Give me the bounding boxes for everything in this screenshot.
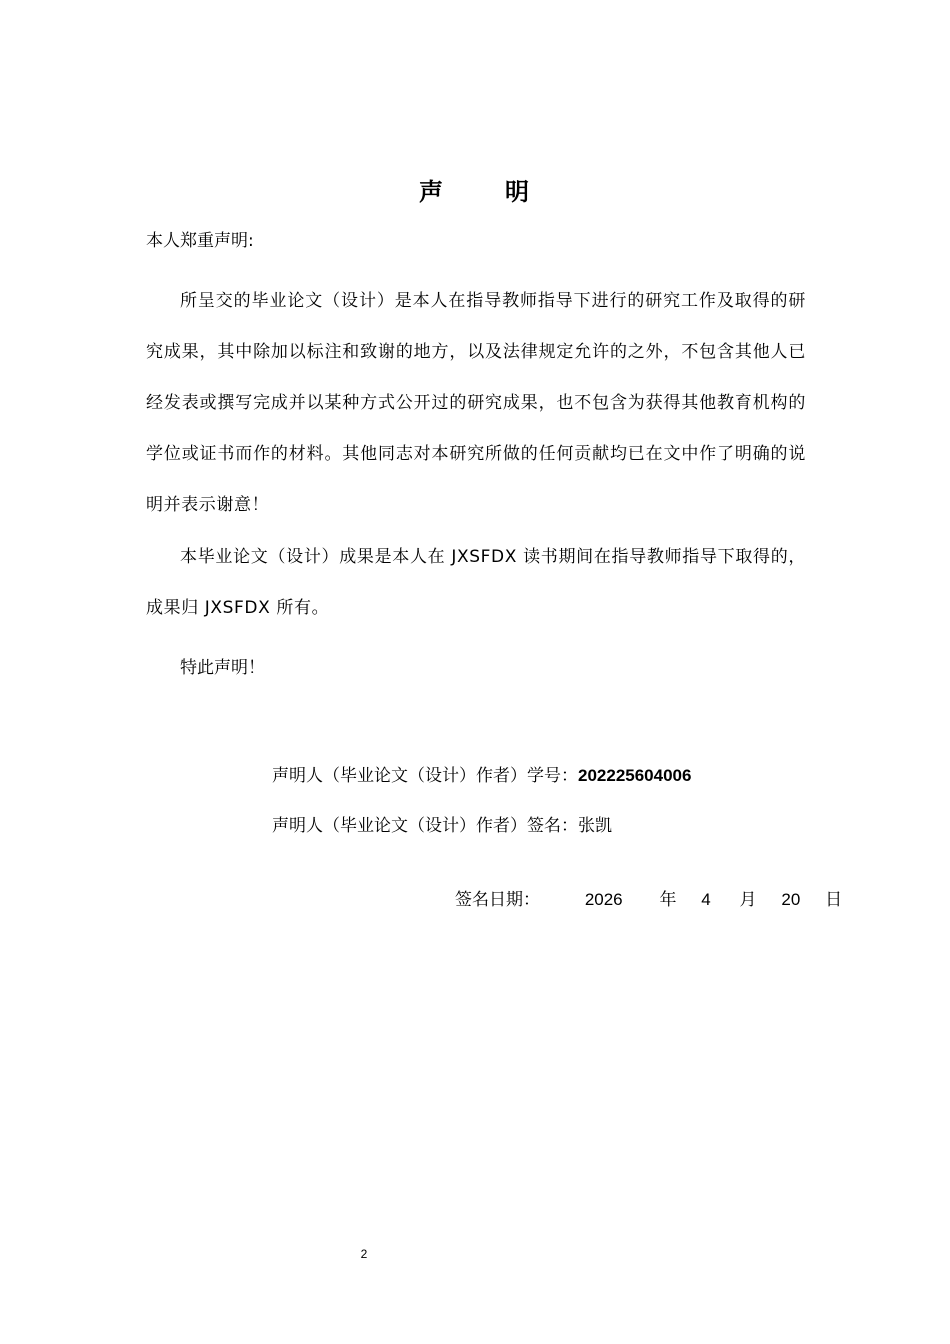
student-id-value: 202225604006 (578, 766, 692, 785)
date-month: 4 (701, 890, 711, 909)
signature-name: 张凯 (578, 816, 612, 836)
date-label: 签名日期： (455, 890, 540, 910)
signature-line (272, 814, 612, 838)
student-id-label: 声明人（毕业论文（设计）作者）学号： (272, 766, 578, 786)
closing-line: 特此声明！ (180, 658, 265, 678)
title-char-1: 声 (419, 178, 445, 206)
page-number: 2 (360, 1247, 368, 1261)
declaration-paragraph-2: 本毕业论文（设计）成果是本人在 JXSFDX 读书期间在指导教师指导下取得的，成果归 JXSFDX 所有。 (146, 547, 806, 618)
date-day: 20 (781, 890, 801, 909)
signature-label: 声明人（毕业论文（设计）作者）签名： (272, 816, 578, 836)
page-title (0, 176, 950, 208)
date-month-unit: 月 (739, 890, 757, 910)
date-day-unit: 日 (825, 890, 843, 910)
intro-line: 本人郑重声明: (146, 231, 254, 251)
date-year-unit: 年 (659, 890, 677, 910)
title-char-2: 明 (505, 178, 531, 206)
signature-date (455, 888, 842, 912)
student-id-line (272, 764, 691, 788)
declaration-paragraph-1: 所呈交的毕业论文（设计）是本人在指导教师指导下进行的研究工作及取得的研究成果，其中除加以标注和致谢的地方，以及法律规定允许的之外，不包含其他人已经发表或撰写完成并以某种方式公开过的研究成果，也不包含为获得其他教育机构的学位或证书而作的材料。其他同志对本研究所做的任何贡献均已在文中作了明确的说明并表示谢意！ (146, 291, 806, 515)
date-year: 2026 (584, 890, 623, 909)
